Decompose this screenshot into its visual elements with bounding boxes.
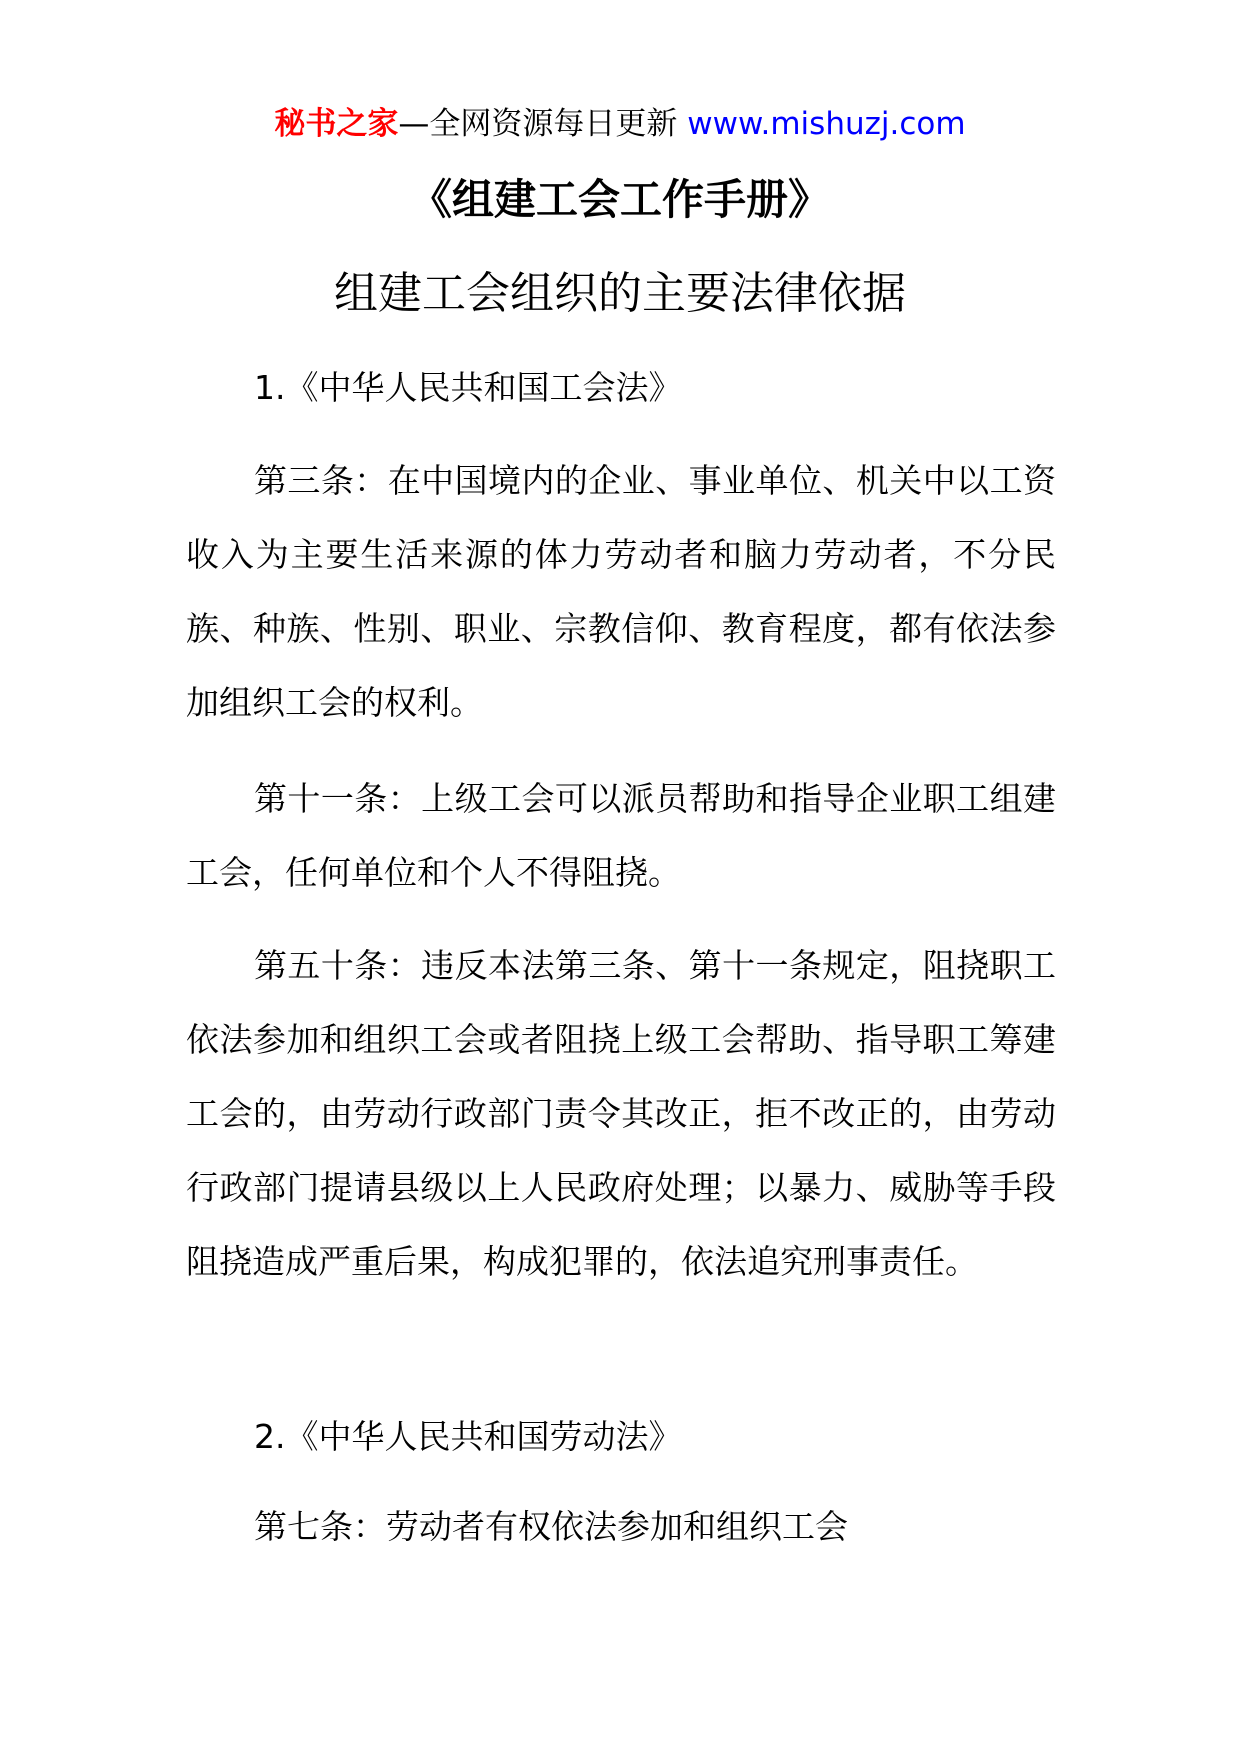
section-heading-labor-law: 2.《中华人民共和国劳动法》 [254, 1417, 682, 1456]
article-50-paragraph: 第五十条：违反本法第三条、第十一条规定，阻挠职工依法参加和组织工会或者阻挠上级工会帮助、指导职工筹建工会的，由劳动行政部门责令其改正，拒不改正的，由劳动行政部门提请县级以上人民政府处理；以暴力、威胁等手段阻挠造成严重后果，构成犯罪的，依法追究刑事责任。 [186, 946, 1056, 1281]
site-url-link[interactable]: www.mishuzj.com [687, 106, 966, 142]
article-3-paragraph: 第三条：在中国境内的企业、事业单位、机关中以工资收入为主要生活来源的体力劳动者和脑力劳动者，不分民族、种族、性别、职业、宗教信仰、教育程度，都有依法参加组织工会的权利。 [186, 461, 1056, 722]
document-title: 《组建工会工作手册》 [409, 175, 830, 224]
article-11-paragraph: 第十一条：上级工会可以派员帮助和指导企业职工组建工会，任何单位和个人不得阻挠。 [186, 779, 1056, 892]
site-name: 秘书之家 [274, 106, 399, 142]
site-tagline: —全网资源每日更新 [398, 106, 678, 142]
document-subtitle: 组建工会组织的主要法律依据 [334, 268, 906, 319]
article-7-paragraph: 第七条：劳动者有权依法参加和组织工会 [254, 1507, 848, 1546]
section-heading-labor-union-law: 1.《中华人民共和国工会法》 [254, 368, 682, 407]
site-header [0, 100, 1240, 148]
